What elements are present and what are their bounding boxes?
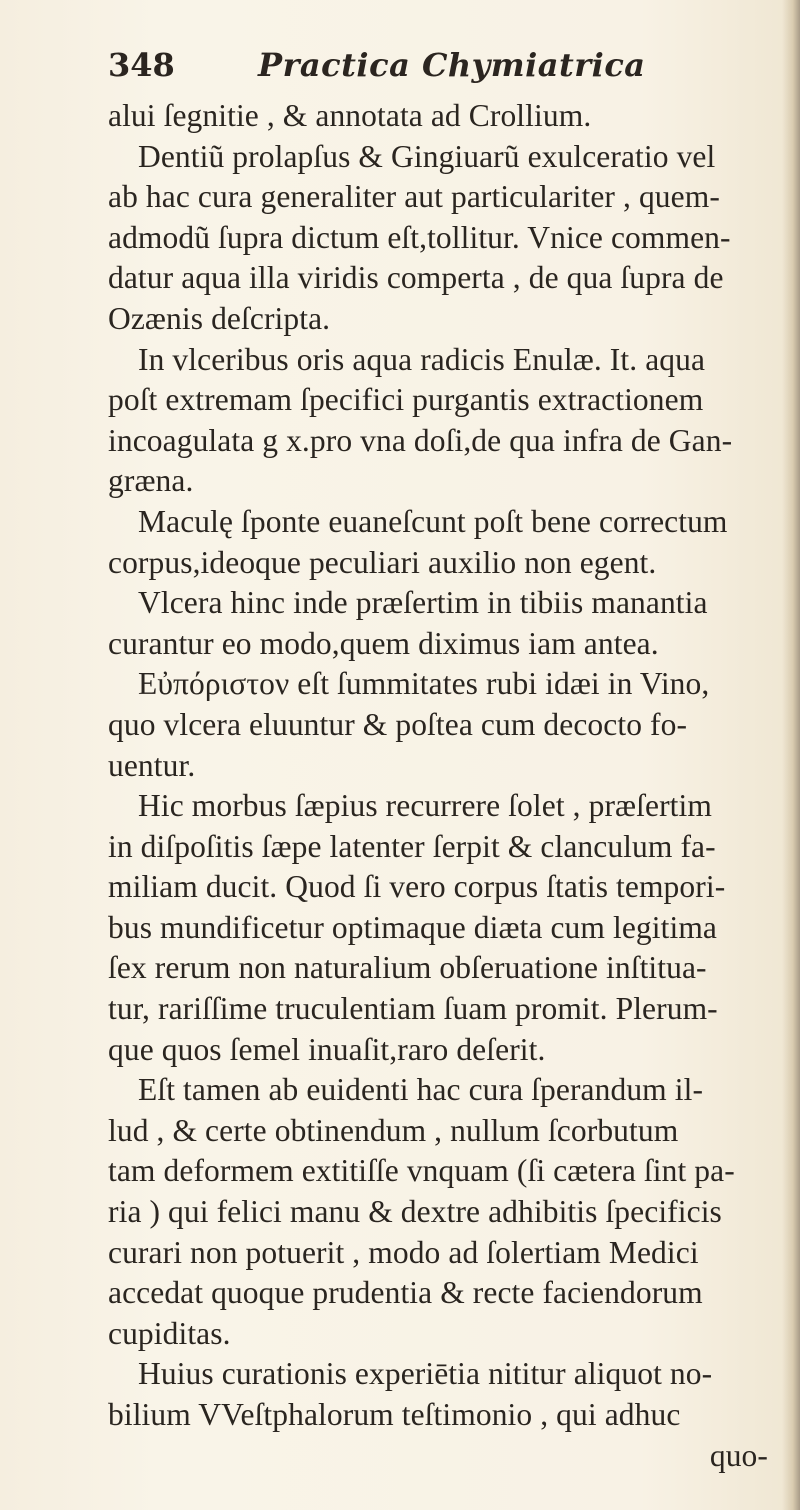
text-line: in diſpoſitis ſæpe latenter ſerpit & clanculum fa-	[108, 828, 716, 864]
text-line: poſt extremam ſpecifici purgantis extractionem	[108, 382, 704, 418]
text-line: Hic morbus ſæpius recurrere ſolet , præſertim	[138, 788, 712, 824]
text-line: Εὐπόριστον eſt ſummitates rubi idæi in Vino,	[138, 666, 710, 702]
text-line: In vlceribus oris aqua radicis Enulæ. It. aqua	[138, 341, 706, 377]
text-line: datur aqua illa viridis comperta , de qua ſupra de	[108, 260, 724, 296]
text-line: tur, rariſſime truculentiam ſuam promit. Plerum-	[108, 991, 718, 1027]
page-header	[108, 38, 668, 98]
text-line: cupiditas.	[108, 1315, 231, 1351]
text-line: Vlcera hinc inde præſertim in tibiis manantia	[138, 585, 708, 621]
page-number: 348	[108, 46, 175, 84]
text-line: ab hac cura generaliter aut particulariter , quem-	[108, 179, 720, 215]
text-line: Huius curationis experiētia nititur aliquot no-	[138, 1356, 713, 1392]
text-line: curari non potuerit , modo ad ſolertiam Medici	[108, 1234, 699, 1270]
text-line: que quos ſemel inuaſit,raro deſerit.	[108, 1031, 546, 1067]
text-line: Eſt tamen ab euidenti hac cura ſperandum il-	[138, 1072, 704, 1108]
text-line: alui ſegnitie , & annotata ad Crollium.	[108, 98, 592, 133]
catchword: quo-	[709, 1437, 768, 1473]
text-line: accedat quoque prudentia & recte faciendorum	[108, 1275, 703, 1311]
text-line: incoagulata g x.pro vna doſi,de qua infra de Gan-	[108, 422, 733, 458]
body-text	[108, 96, 778, 1476]
text-line: quo vlcera eluuntur & poſtea cum decocto fo-	[108, 706, 688, 742]
text-line: uentur.	[108, 747, 196, 783]
text-line: miliam ducit. Quod ſi vero corpus ſtatis tempori-	[108, 869, 726, 905]
text-line: bilium VVeſtphalorum teſtimonio , qui adhuc	[108, 1397, 681, 1432]
text-line: græna.	[108, 463, 194, 499]
text-line: ſex rerum non naturalium obſeruatione inſtitua-	[108, 950, 707, 986]
text-line: admodũ ſupra dictum eſt,tollitur. Vnice commen-	[108, 219, 731, 255]
page-edge-shadow	[782, 0, 800, 1510]
text-line: Ozænis deſcripta.	[108, 300, 331, 336]
text-line: Dentiũ prolapſus & Gingiuarũ exulceratio vel	[138, 138, 716, 174]
text-line: bus mundificetur optimaque diæta cum legitima	[108, 909, 717, 945]
text-line: lud , & certe obtinendum , nullum ſcorbutum	[108, 1112, 679, 1148]
text-line: tam deformem extitiſſe vnquam (ſi cætera ſint pa-	[108, 1153, 735, 1189]
text-line: ria ) qui felici manu & dextre adhibitis ſpecificis	[108, 1194, 722, 1230]
running-title: Practica Chymiatrica	[258, 46, 646, 84]
text-line: Maculę ſponte euaneſcunt poſt bene correctum	[138, 503, 728, 539]
text-line: corpus,ideoque peculiari auxilio non egent.	[108, 544, 657, 580]
text-line: curantur eo modo,quem diximus iam antea.	[108, 625, 659, 661]
